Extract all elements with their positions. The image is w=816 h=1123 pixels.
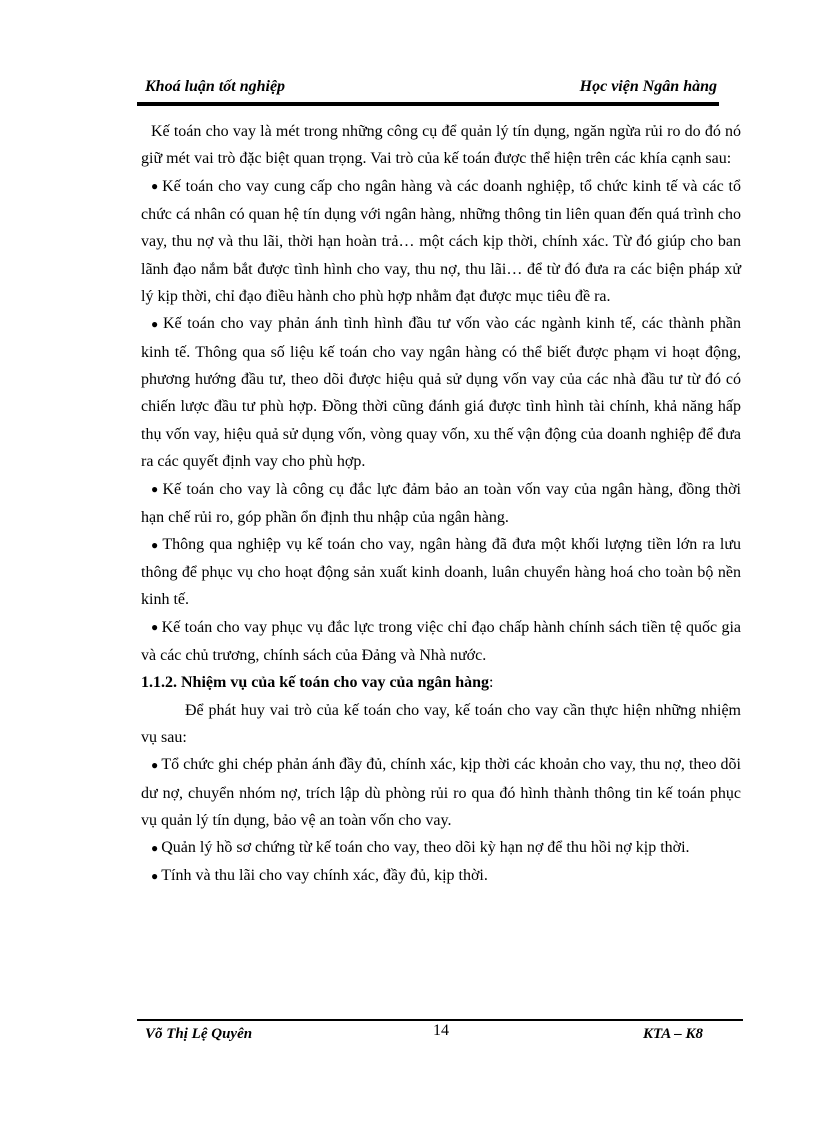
- intro-paragraph: Kế toán cho vay là mét trong những công cụ để quản lý tín dụng, ngăn ngừa rủi ro do đó nó giữ mét vai trò đặc biệt quan trọng. Vai trò của kế toán được thể hiện trên các khía cạnh sau:: [141, 123, 741, 168]
- bullet-icon: ●: [151, 868, 159, 883]
- section-intro-paragraph: Để phát huy vai trò của kế toán cho vay, kế toán cho vay cần thực hiện những nhiệm vụ sau:: [141, 701, 741, 747]
- task-bullet-2: [141, 834, 741, 862]
- section-heading-line: [141, 669, 741, 696]
- role-bullet-text: Kế toán cho vay phản ánh tình hình đầu tư vốn vào các ngành kinh tế, các thành phần kinh tế. Thông qua số liệu kế toán cho vay ngân hàng có thể biết được phạm vi hoạt động, phương hướng đầu tư, theo dõi được hiệu quả sử dụng vốn vay của các nhà đầu tư từ đó có chiến lược đầu tư phù hợp. Đồng thời cũng đánh giá được tình hình tài chính, khả năng hấp thụ vốn vay, hiệu quả sử dụng vốn, vòng quay vốn, xu thế vận động của doanh nghiệp để đưa ra các quyết định vay cho phù hợp.: [141, 315, 742, 471]
- role-bullet-3: [141, 476, 741, 531]
- role-bullet-1: [141, 173, 741, 311]
- task-bullet-text: Tính và thu lãi cho vay chính xác, đầy đủ, kịp thời.: [161, 867, 488, 885]
- bullet-icon: ●: [151, 537, 160, 552]
- section-heading: 1.1.2. Nhiệm vụ của kế toán cho vay của ngân hàng: [141, 674, 490, 692]
- page-number: 14: [433, 1022, 449, 1039]
- footer-class-code: KTA – K8: [642, 1026, 703, 1042]
- header-divider: [137, 102, 719, 106]
- role-bullet-2: [141, 310, 741, 475]
- footer-author: Võ Thị Lệ Quyên: [145, 1026, 253, 1042]
- role-bullet-text: Kế toán cho vay cung cấp cho ngân hàng và các doanh nghiệp, tổ chức kinh tế và các tổ chức cá nhân có quan hệ tín dụng với ngân hàng, những thông tin liên quan đến quá trình cho vay, thu nợ và thu lãi, thời hạn hoàn trả… một cách kịp thời, chính xác. Từ đó giúp cho ban lãnh đạo nắm bắt được tình hình cho vay, thu nợ, thu lãi… để từ đó đưa ra các biện pháp xử lý kịp thời, chỉ đạo điều hành cho phù hợp nhằm đạt được mục tiêu đề ra.: [141, 177, 741, 306]
- task-bullet-3: [141, 862, 741, 890]
- footer-divider: [137, 1019, 743, 1021]
- bullet-icon: ●: [151, 317, 160, 332]
- task-bullet-1: [141, 751, 741, 834]
- bullet-icon: ●: [151, 620, 159, 635]
- role-bullet-text: Kế toán cho vay phục vụ đắc lực trong việc chỉ đạo chấp hành chính sách tiền tệ quốc gia và các chủ trương, chính sách của Đảng và Nhà nước.: [141, 618, 742, 664]
- task-bullet-text: Tổ chức ghi chép phản ánh đầy đủ, chính xác, kịp thời các khoản cho vay, thu nợ, theo dõi dư nợ, chuyển nhóm nợ, trích lập dù phòng rủi ro qua đó hình thành thông tin kế toán phục vụ quản lý tín dụng, bảo vệ an toàn vốn cho vay.: [141, 756, 741, 829]
- task-bullet-text: Quản lý hồ sơ chứng từ kế toán cho vay, theo dõi kỳ hạn nợ để thu hồi nợ kịp thời.: [161, 839, 690, 857]
- page-footer: [137, 1022, 743, 1052]
- header-thesis-label: Khoá luận tốt nghiệp: [145, 78, 286, 95]
- role-bullet-text: Kế toán cho vay là công cụ đắc lực đảm bảo an toàn vốn vay của ngân hàng, đồng thời hạn chế rủi ro, góp phần ổn định thu nhập của ngân hàng.: [141, 480, 741, 526]
- header-institution-label: Học viện Ngân hàng: [579, 78, 717, 95]
- bullet-icon: ●: [151, 482, 160, 497]
- page-header: [137, 72, 719, 102]
- bullet-icon: ●: [151, 840, 159, 855]
- role-bullet-text: Thông qua nghiệp vụ kế toán cho vay, ngân hàng đã đưa một khối lượng tiền lớn ra lưu thông để phục vụ cho hoạt động sản xuất kinh doanh, luân chuyển hàng hoá cho toàn bộ nền kinh tế.: [141, 535, 741, 609]
- role-bullet-5: [141, 614, 741, 669]
- document-body: [141, 118, 741, 890]
- role-bullet-4: [141, 531, 741, 614]
- section-heading-colon: :: [489, 674, 494, 692]
- bullet-icon: ●: [151, 758, 159, 773]
- bullet-icon: ●: [151, 179, 160, 194]
